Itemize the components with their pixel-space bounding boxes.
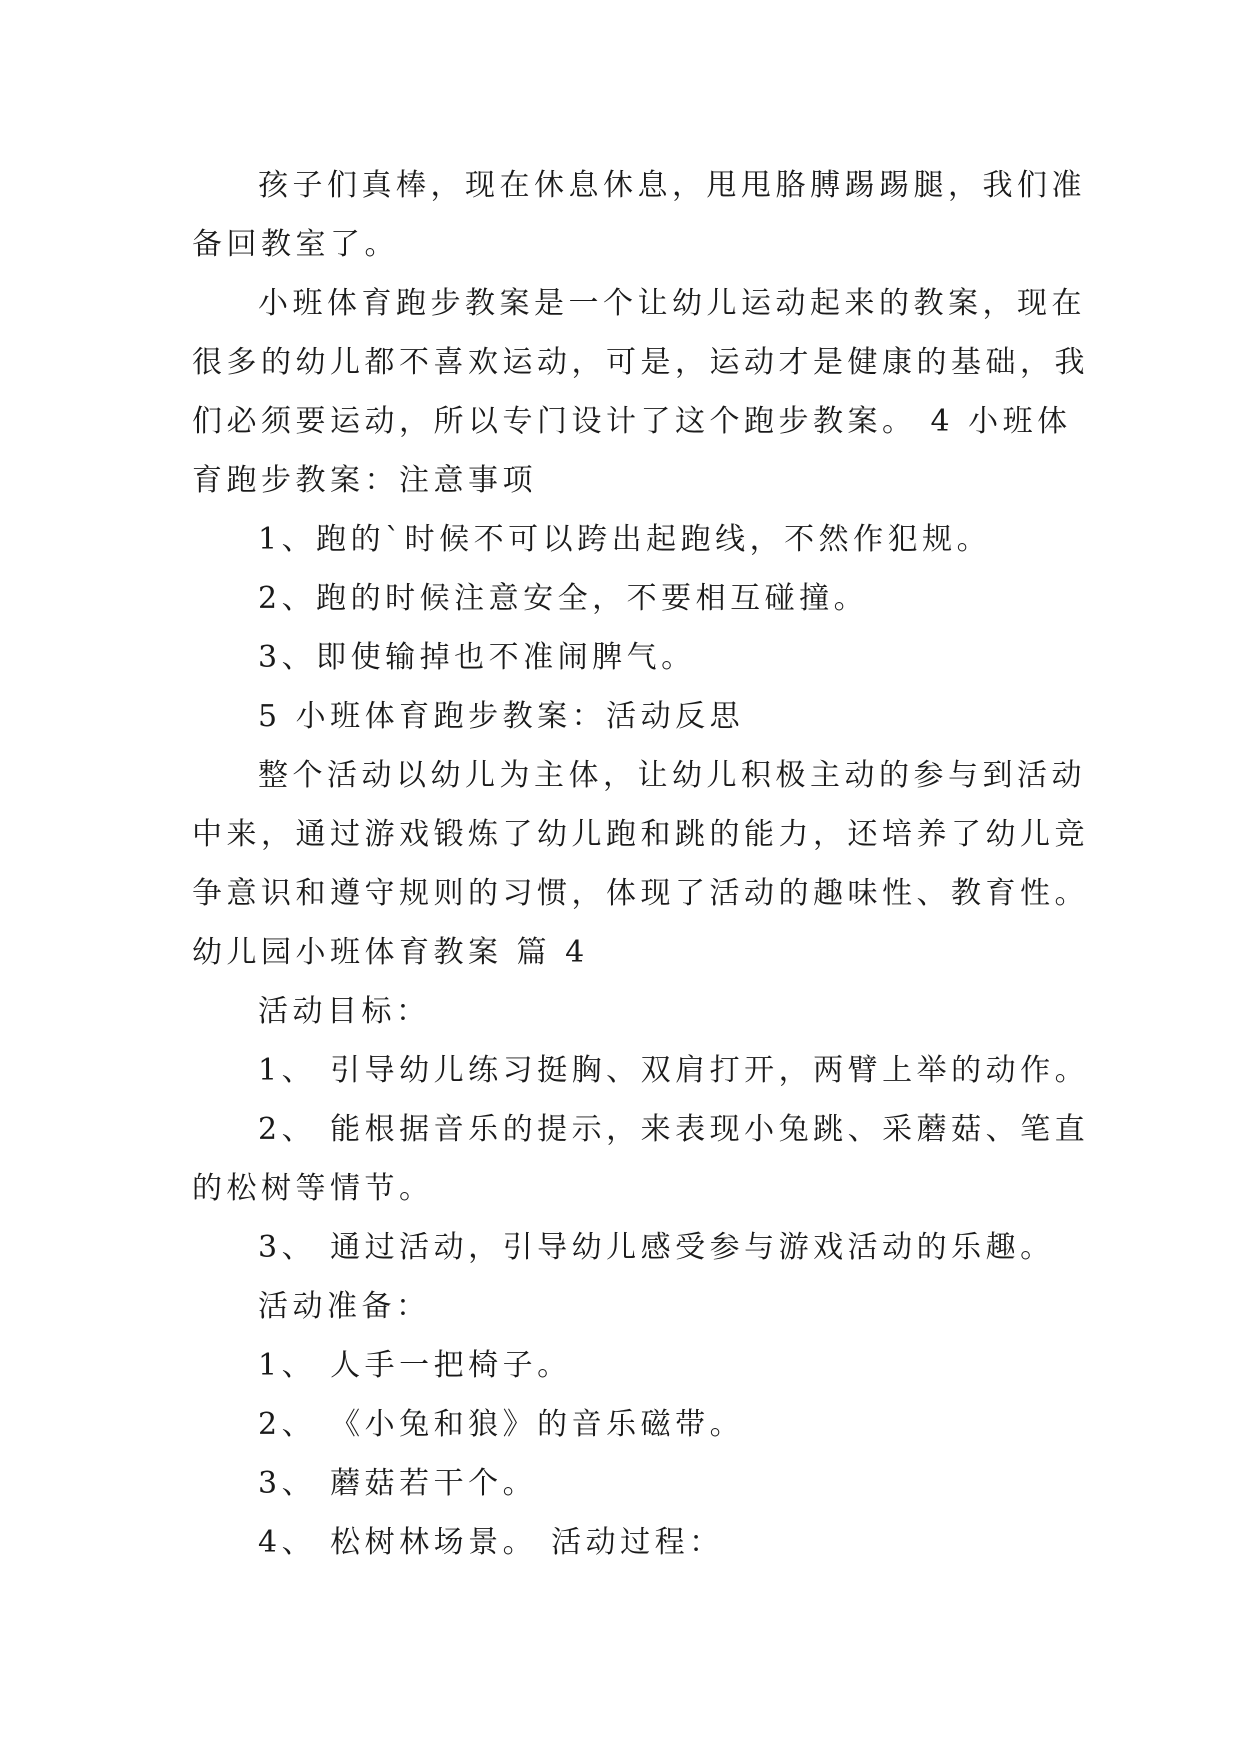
list-item: 3、 蘑菇若干个。 — [258, 1466, 538, 1501]
subsection-heading: 活动准备： — [258, 1289, 431, 1324]
section-heading: 5 小班体育跑步教案：活动反思 — [258, 699, 745, 734]
paragraph-line: 们必须要运动，所以专门设计了这个跑步教案。 4 小班体 — [192, 404, 1072, 439]
paragraph-line: 孩子们真棒，现在休息休息，甩甩胳膊踢踢腿，我们准 — [258, 168, 1086, 203]
list-item: 2、跑的时候注意安全，不要相互碰撞。 — [258, 581, 869, 616]
list-item: 4、 松树林场景。 活动过程： — [258, 1525, 724, 1560]
subsection-heading: 活动目标： — [258, 994, 431, 1029]
paragraph-line: 整个活动以幼儿为主体，让幼儿积极主动的参与到活动 — [258, 758, 1086, 793]
paragraph-line: 备回教室了。 — [192, 227, 399, 262]
paragraph-line: 很多的幼儿都不喜欢运动，可是，运动才是健康的基础，我 — [192, 345, 1089, 380]
paragraph-line: 争意识和遵守规则的习惯，体现了活动的趣味性、教育性。 — [192, 876, 1089, 911]
paragraph-line: 小班体育跑步教案是一个让幼儿运动起来的教案，现在 — [258, 286, 1086, 321]
list-item: 3、即使输掉也不准闹脾气。 — [258, 640, 696, 675]
section-heading: 育跑步教案：注意事项 — [192, 463, 537, 498]
list-item-continuation: 的松树等情节。 — [192, 1171, 434, 1206]
list-item: 1、 引导幼儿练习挺胸、双肩打开，两臂上举的动作。 — [258, 1053, 1090, 1088]
list-item: 1、 人手一把椅子。 — [258, 1348, 572, 1383]
paragraph-line: 中来，通过游戏锻炼了幼儿跑和跳的能力，还培养了幼儿竞 — [192, 817, 1089, 852]
list-item: 1、跑的`时候不可以跨出起跑线，不然作犯规。 — [258, 522, 992, 557]
list-item: 2、 《小兔和狼》的音乐磁带。 — [258, 1407, 745, 1442]
section-heading: 幼儿园小班体育教案 篇 4 — [192, 935, 589, 970]
list-item: 2、 能根据音乐的提示，来表现小兔跳、采蘑菇、笔直 — [258, 1112, 1090, 1147]
list-item: 3、 通过活动，引导幼儿感受参与游戏活动的乐趣。 — [258, 1230, 1055, 1265]
